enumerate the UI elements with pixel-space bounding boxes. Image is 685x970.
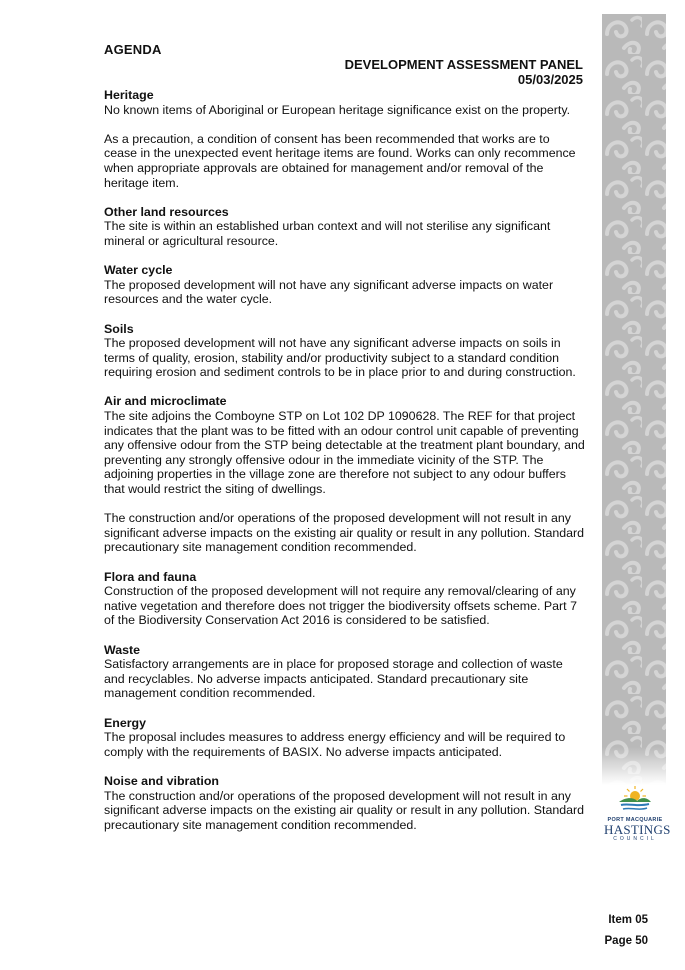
report-section [104,322,586,380]
section-heading: Soils [104,321,134,336]
section-heading: Flora and fauna [104,569,197,584]
section-paragraph: The construction and/or operations of the proposed development will not result in any significant adverse impacts on the existing air quality or result in any pollution. Standard precautionary site management condition recommended. [104,788,585,832]
section-paragraph: As a precaution, a condition of consent has been recommended that works are to cease in the unexpected event heritage items are found. Works can only recommence when appropriate approvals are obtained for management and/or removal of the heritage item. [104,131,576,190]
agenda-label: AGENDA [104,42,162,57]
item-number: Item 05 [608,914,648,926]
council-logo-icon [615,784,655,812]
section-heading: Waste [104,642,141,657]
section-paragraph: No known items of Aboriginal or European heritage significance exist on the property. [104,102,571,117]
panel-title: DEVELOPMENT ASSESSMENT PANEL [344,57,583,72]
report-section [104,570,586,628]
logo-line-2: HASTINGS [604,822,671,837]
section-heading: Air and microclimate [104,394,227,409]
report-body [104,88,586,847]
report-section [104,263,586,307]
report-section [104,716,586,760]
report-section [104,205,586,249]
section-paragraph: The site adjoins the Comboyne STP on Lot 102 DP 1090628. The REF for that project indicates that the plant was to be fitted with an odour control unit capable of preventing any offensive odour from the STP being detectable at the treatment plant boundary, and preventing any strongly offensive odour in the immediate vicinity of the STP. The adjoining properties in the village zone are therefore not subject to any odour buffers that would restrict the siting of dwellings. [104,409,585,497]
report-section [104,774,586,832]
section-paragraph: The proposed development will not have any significant adverse impacts on water resources and the water cycle. [104,277,554,307]
logo-line-1: PORT MACQUARIE [607,817,663,823]
section-heading: Noise and vibration [104,773,219,788]
section-heading: Other land resources [104,204,229,219]
section-paragraph: Satisfactory arrangements are in place for proposed storage and collection of waste and recyclables. No adverse impacts anticipated. Standard precautionary site management condition recommended. [104,657,563,701]
section-paragraph: The site is within an established urban context and will not sterilise any significant mineral or agricultural resource. [104,219,551,248]
page-footer [605,910,648,952]
section-heading: Heritage [104,88,154,102]
logo-line-3: COUNCIL [613,836,657,842]
meeting-date: 05/03/2025 [517,72,583,87]
section-heading: Water cycle [104,263,173,278]
page-header [345,57,583,87]
report-section [104,643,586,701]
page-number: Page 50 [604,935,648,947]
report-section [104,88,586,190]
report-section [104,394,586,555]
section-paragraph: The proposed development will not have any significant adverse impacts on soils in terms of quality, erosion, stability and/or productivity subject to a standard condition requiring erosion and sediment controls to be in place prior to and during construction. [104,336,576,380]
section-paragraph: Construction of the proposed development will not require any removal/clearing of any native vegetation and therefore does not trigger the biodiversity offsets scheme. Part 7 of the Biodiversity Conservation Act 2016 is considered to be satisfied. [104,584,577,628]
section-heading: Energy [104,715,147,730]
section-paragraph: The proposal includes measures to address energy efficiency and will be required to comply with the requirements of BASIX. No adverse impacts anticipated. [104,730,566,759]
section-paragraph: The construction and/or operations of the proposed development will not result in any significant adverse impacts on the existing air quality or result in any pollution. Standard precautionary site management condition recommended. [104,511,585,555]
council-logo [604,784,671,844]
